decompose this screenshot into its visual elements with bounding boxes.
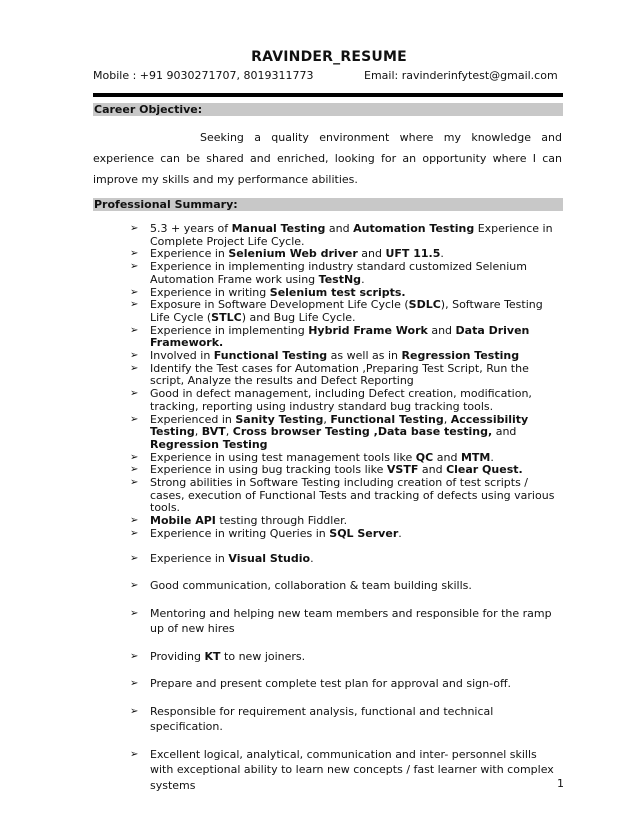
summary-item (130, 299, 563, 324)
summary-item-text: TestNg (318, 272, 362, 286)
arrowhead-bullet-icon: ➢ (130, 464, 139, 476)
summary-item-text: . (440, 247, 444, 261)
summary-item-text: STLC (211, 310, 242, 324)
summary-item-text: VSTF (386, 463, 419, 477)
summary-item-text: Experience in using test management tools like (150, 450, 416, 464)
summary-item-text: SQL Server (329, 526, 399, 540)
summary-item-text: Experience in using bug tracking tools like (150, 463, 387, 477)
summary-item-text: testing through Fiddler. (215, 514, 348, 528)
professional-summary-heading: Professional Summary: (93, 198, 563, 211)
summary-item-text: Sanity Testing (235, 412, 324, 426)
summary-item-text: Cross browser Testing ,Data base testing, (232, 425, 493, 439)
summary-item-text: Providing (150, 649, 205, 663)
career-objective-text: Seeking a quality environment where my knowledge and experience can be shared and enriched, looking for an opportunity where I can improve my skills and my performance abilities. (93, 131, 562, 186)
professional-summary-list (130, 223, 563, 793)
summary-item-text: , (443, 412, 451, 426)
arrowhead-bullet-icon: ➢ (130, 650, 139, 662)
summary-item-text: Regression Testing (401, 349, 520, 363)
summary-item-text: Selenium test scripts. (269, 285, 406, 299)
arrowhead-bullet-icon: ➢ (130, 748, 139, 760)
summary-item-text: to new joiners. (220, 649, 306, 663)
arrowhead-bullet-icon: ➢ (130, 248, 139, 260)
summary-item-text: Prepare and present complete test plan for approval and sign-off. (150, 677, 512, 691)
summary-item (130, 363, 563, 388)
summary-item-text: . (490, 450, 494, 464)
summary-item (130, 704, 563, 735)
summary-item-text: and (357, 247, 386, 261)
summary-item-text: . (361, 272, 365, 286)
summary-item-text: Visual Studio (228, 551, 311, 565)
summary-item-text: UFT 11.5 (385, 247, 441, 261)
summary-item-text: Experience in writing (150, 285, 270, 299)
summary-item (130, 676, 563, 692)
arrowhead-bullet-icon: ➢ (130, 552, 139, 564)
arrowhead-bullet-icon: ➢ (130, 607, 139, 619)
summary-item-text: Experience in Complete Project Life Cycle. (150, 222, 553, 248)
arrowhead-bullet-icon: ➢ (130, 223, 139, 234)
arrowhead-bullet-icon: ➢ (130, 299, 139, 311)
summary-item-text: Functional Testing (213, 349, 328, 363)
summary-item-text: and (492, 425, 517, 439)
contact-email: Email: ravinderinfytest@gmail.com (364, 69, 558, 82)
header-divider (93, 93, 563, 97)
arrowhead-bullet-icon: ➢ (130, 477, 139, 489)
arrowhead-bullet-icon: ➢ (130, 324, 139, 336)
summary-item (130, 261, 563, 286)
arrowhead-bullet-icon: ➢ (130, 362, 139, 374)
summary-item-text: Mobile API (150, 514, 216, 528)
summary-item (130, 325, 563, 350)
summary-item (130, 528, 563, 541)
summary-item-text: , (323, 412, 331, 426)
summary-item-text: Identify the Test cases for Automation ,Preparing Test Script, Run the script, Analyze the results and Defect Reporting (150, 361, 529, 388)
page-number: 1 (557, 777, 564, 790)
summary-item-text: Manual Testing (231, 222, 326, 235)
resume-title: RAVINDER_RESUME (251, 49, 407, 65)
arrowhead-bullet-icon: ➢ (130, 451, 139, 463)
summary-item-text: , (194, 425, 202, 439)
arrowhead-bullet-icon: ➢ (130, 515, 139, 527)
summary-item-text: Functional Testing (330, 412, 444, 426)
arrowhead-bullet-icon: ➢ (130, 261, 139, 273)
summary-item-text: Responsible for requirement analysis, functional and technical specification. (150, 704, 494, 734)
contact-mobile: Mobile : +91 9030271707, 8019311773 (93, 69, 314, 82)
summary-item-text: Exposure in Software Development Life Cycle ( (150, 298, 409, 312)
summary-item (130, 223, 563, 248)
summary-item-text: Good communication, collaboration & team building skills. (150, 579, 472, 593)
summary-item-text: BVT (201, 425, 226, 439)
summary-item-text: ) and Bug Life Cycle. (241, 310, 356, 324)
arrowhead-bullet-icon: ➢ (130, 286, 139, 298)
summary-item (130, 414, 563, 452)
summary-item-text: Experience in implementing (150, 323, 309, 337)
summary-item-text: , (225, 425, 233, 439)
summary-item-text: MTM (460, 450, 491, 464)
summary-item (130, 606, 563, 637)
summary-item (130, 388, 563, 413)
summary-item-text: Experience in writing Queries in (150, 526, 330, 540)
summary-item-text: Hybrid Frame Work (308, 323, 428, 337)
summary-item-text: . (398, 526, 402, 540)
summary-item-text: Regression Testing (150, 437, 268, 451)
arrowhead-bullet-icon: ➢ (130, 580, 139, 592)
summary-item (130, 477, 563, 515)
summary-item-text: Selenium Web driver (228, 247, 358, 261)
summary-item (130, 551, 563, 567)
summary-item-text: Experience in implementing industry standard customized Selenium Automation Frame work using (150, 260, 527, 286)
summary-item (130, 578, 563, 594)
arrowhead-bullet-icon: ➢ (130, 705, 139, 717)
summary-item-text: and (427, 323, 456, 337)
arrowhead-bullet-icon: ➢ (130, 678, 139, 690)
summary-item-text: and (433, 450, 461, 464)
summary-item-text: Accessibility Testing (150, 412, 529, 439)
summary-item-text: 5.3 + years of (150, 222, 232, 235)
summary-item-text: Data Driven Framework. (150, 323, 530, 350)
summary-item-text: SDLC (408, 298, 441, 312)
summary-item (130, 747, 563, 794)
arrowhead-bullet-icon: ➢ (130, 527, 139, 539)
summary-item-text: Excellent logical, analytical, communication and inter- personnel skills with exceptional ability to learn new concepts / fast learner with complex systems (150, 747, 554, 792)
summary-item (130, 649, 563, 665)
career-objective-heading: Career Objective: (93, 103, 563, 116)
arrowhead-bullet-icon: ➢ (130, 388, 139, 400)
arrowhead-bullet-icon: ➢ (130, 413, 139, 425)
summary-item-text: as well as in (327, 349, 402, 363)
summary-item-text: ), Software Testing Life Cycle ( (150, 298, 543, 324)
summary-item-text: Good in defect management, including Defect creation, modification, tracking, reporting using industry standard bug tracking tools. (150, 387, 532, 413)
summary-item-text: Mentoring and helping new team members and responsible for the ramp up of new hires (150, 606, 552, 636)
summary-item-text: Clear Quest. (446, 463, 523, 477)
summary-item-text: KT (204, 649, 221, 663)
summary-item-text: Experience in (150, 551, 229, 565)
summary-item-text: . (310, 551, 314, 565)
summary-item-text: Strong abilities in Software Testing including creation of test scripts / cases, execution of Functional Tests and tracking of defects using various tools. (150, 476, 555, 515)
summary-item-text: Involved in (150, 349, 214, 363)
summary-item-text: and (418, 463, 447, 477)
summary-item-text: Experience in (150, 247, 229, 261)
summary-item-text: Automation Testing (353, 222, 475, 235)
summary-item-text: Experienced in (150, 412, 236, 426)
arrowhead-bullet-icon: ➢ (130, 350, 139, 362)
summary-item-text: QC (415, 450, 434, 464)
summary-item-text: and (325, 222, 354, 235)
